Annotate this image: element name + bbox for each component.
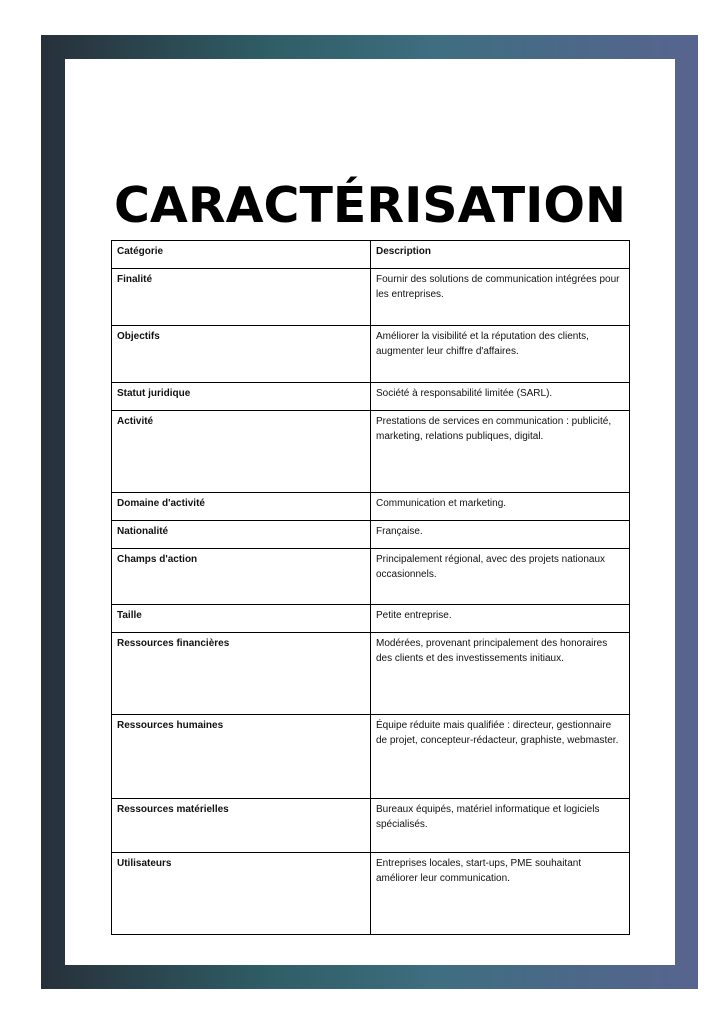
table-row [112,605,630,633]
gradient-frame [41,35,698,989]
row-description: Améliorer la visibilité et la réputation des clients, augmenter leur chiffre d'affaires. [371,326,630,383]
page-title: CARACTÉRISATION [113,177,627,234]
row-description: Petite entreprise. [371,605,630,633]
table-row [112,493,630,521]
table-row [112,549,630,605]
table-row [112,521,630,549]
row-category: Statut juridique [112,383,371,411]
header-category: Catégorie [112,241,371,269]
table-row [112,326,630,383]
row-category: Ressources humaines [112,715,371,799]
row-category: Finalité [112,269,371,326]
row-description: Société à responsabilité limitée (SARL). [371,383,630,411]
row-category: Taille [112,605,371,633]
row-description: Prestations de services en communication : publicité, marketing, relations publiques, digital. [371,411,630,493]
row-description: Entreprises locales, start-ups, PME souhaitant améliorer leur communication. [371,853,630,935]
table-row [112,633,630,715]
header-description: Description [371,241,630,269]
row-description: Modérées, provenant principalement des honoraires des clients et des investissements initiaux. [371,633,630,715]
table-row [112,383,630,411]
table-row [112,411,630,493]
row-category: Utilisateurs [112,853,371,935]
row-category: Champs d'action [112,549,371,605]
characterization-table [111,240,630,935]
row-description: Bureaux équipés, matériel informatique et logiciels spécialisés. [371,799,630,853]
table-row [112,799,630,853]
table-row [112,715,630,799]
row-category: Domaine d'activité [112,493,371,521]
row-category: Ressources matérielles [112,799,371,853]
row-category: Ressources financières [112,633,371,715]
row-category: Activité [112,411,371,493]
row-description: Fournir des solutions de communication intégrées pour les entreprises. [371,269,630,326]
row-category: Objectifs [112,326,371,383]
row-description: Communication et marketing. [371,493,630,521]
row-description: Française. [371,521,630,549]
table-row [112,853,630,935]
table-row [112,269,630,326]
table-header-row [112,241,630,269]
row-category: Nationalité [112,521,371,549]
row-description: Équipe réduite mais qualifiée : directeur, gestionnaire de projet, concepteur-rédacteur, graphiste, webmaster. [371,715,630,799]
row-description: Principalement régional, avec des projets nationaux occasionnels. [371,549,630,605]
page-sheet [65,59,675,965]
